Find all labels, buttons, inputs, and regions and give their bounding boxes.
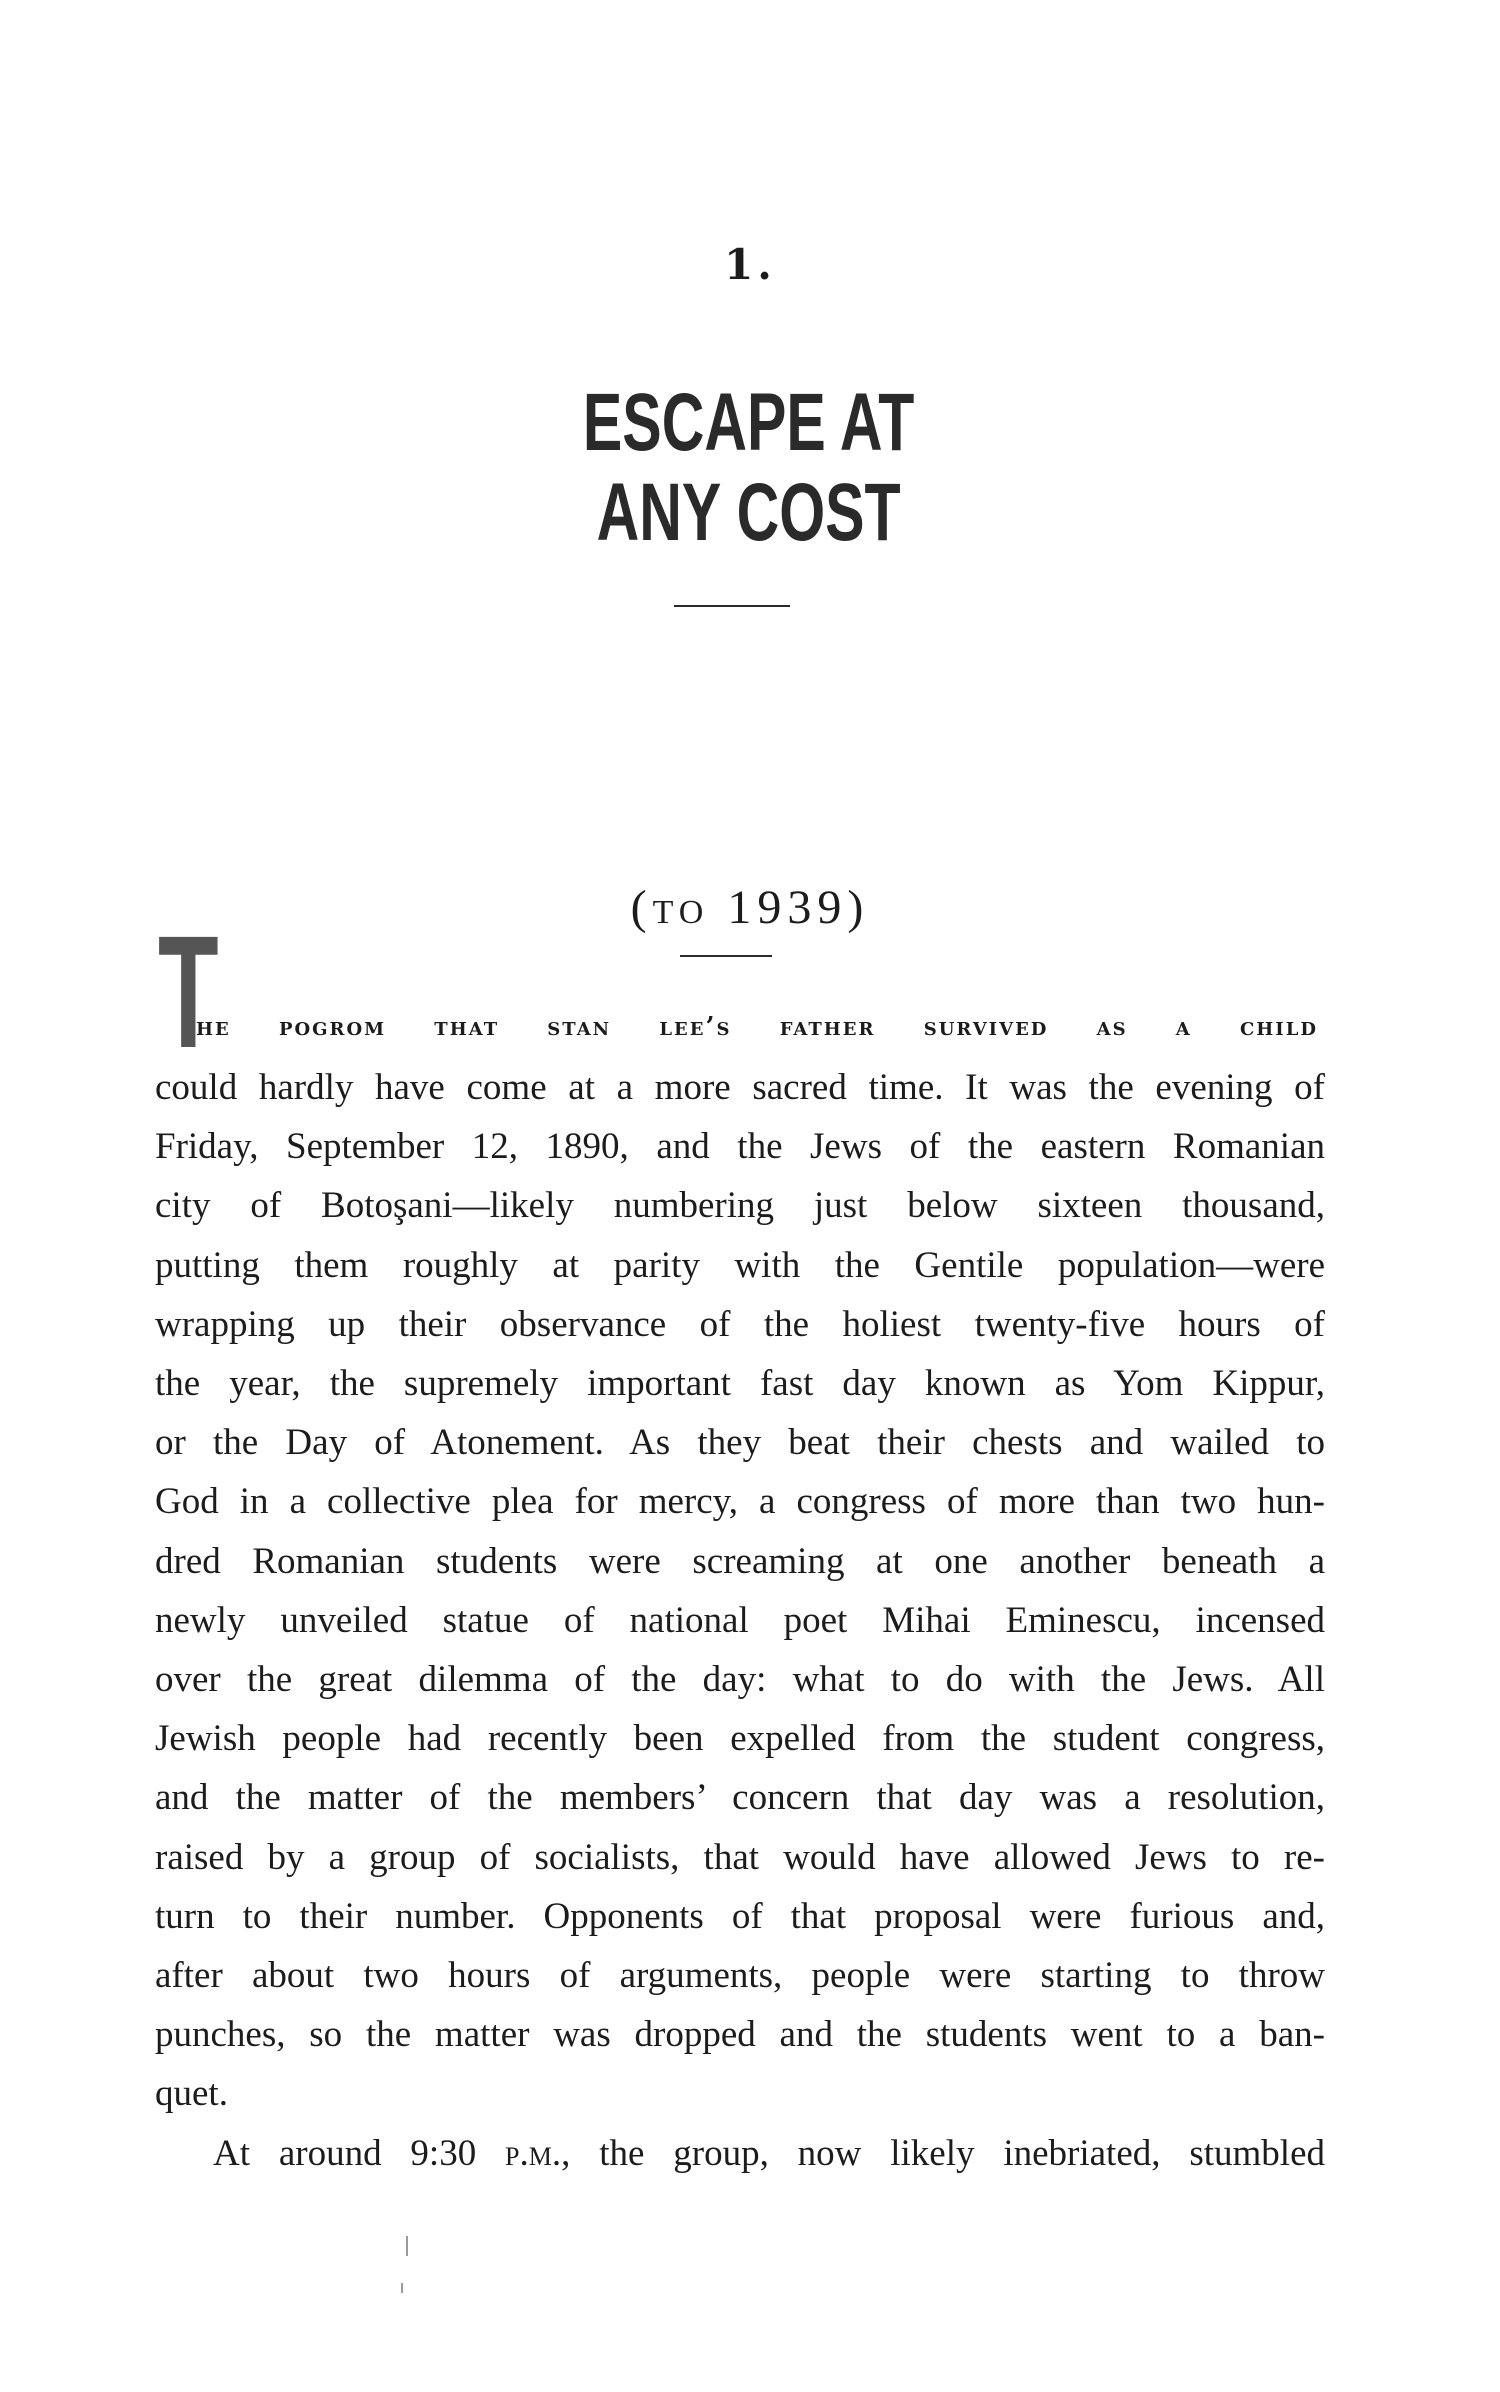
chapter-title-line-1: ESCAPE AT (582, 377, 915, 468)
text-line: turn to their number. Opponents of that proposal were furious and, (155, 1895, 1325, 1937)
text-line: city of Botoşani—likely numbering just below sixteen thousand, (155, 1185, 1325, 1227)
text-line: God in a collective plea for mercy, a congress of more than two hun- (155, 1481, 1325, 1523)
paragraph-2-rest: , the group, now likely inebriated, stumbled (561, 2132, 1325, 2174)
text-line: the year, the supremely important fast day known as Yom Kippur, (155, 1363, 1325, 1405)
chapter-title (209, 378, 1289, 558)
chapter-title-line-2: ANY COST (596, 467, 901, 558)
paragraph-2-line (155, 2124, 1325, 2183)
time-suffix: p.m. (505, 2132, 562, 2174)
period-divider (680, 955, 772, 957)
text-line: raised by a group of socialists, that would have allowed Jews to re- (155, 1836, 1325, 1878)
text-line: or the Day of Atonement. As they beat their chests and wailed to (155, 1422, 1325, 1464)
text-line: over the great dilemma of the day: what to do with the Jews. All (155, 1659, 1325, 1701)
drop-cap: T (158, 902, 219, 1081)
scan-mark (406, 2236, 408, 2256)
text-line: wrapping up their observance of the holiest twenty-five hours of (155, 1303, 1325, 1345)
text-line: Friday, September 12, 1890, and the Jews of the eastern Romanian (155, 1126, 1325, 1168)
body-text (155, 1058, 1325, 2183)
text-line: dred Romanian students were screaming at one another beneath a (155, 1540, 1325, 1582)
text-line: newly unveiled statue of national poet Mihai Eminescu, incensed (155, 1599, 1325, 1641)
chapter-number: 1. (724, 240, 776, 289)
title-divider (674, 605, 790, 607)
text-line: quet. (155, 2073, 228, 2115)
text-line: putting them roughly at parity with the Gentile population—were (155, 1244, 1325, 1286)
chapter-period: (to 1939) (630, 881, 870, 934)
text-line: could hardly have come at a more sacred time. It was the evening of (155, 1067, 1325, 1108)
text-line: after about two hours of arguments, people were starting to throw (155, 1955, 1325, 1997)
text-line: and the matter of the members’ concern that day was a resolution, (155, 1777, 1325, 1819)
scan-mark (401, 2283, 403, 2293)
paragraph-2-start: At around 9:30 (213, 2132, 506, 2174)
text-line: punches, so the matter was dropped and the students went to a ban- (155, 2014, 1325, 2056)
lead-in-small-caps: he pogrom that stan lee’s father survived as a child (196, 1012, 1318, 1042)
text-line: Jewish people had recently been expelled from the student congress, (155, 1718, 1325, 1760)
